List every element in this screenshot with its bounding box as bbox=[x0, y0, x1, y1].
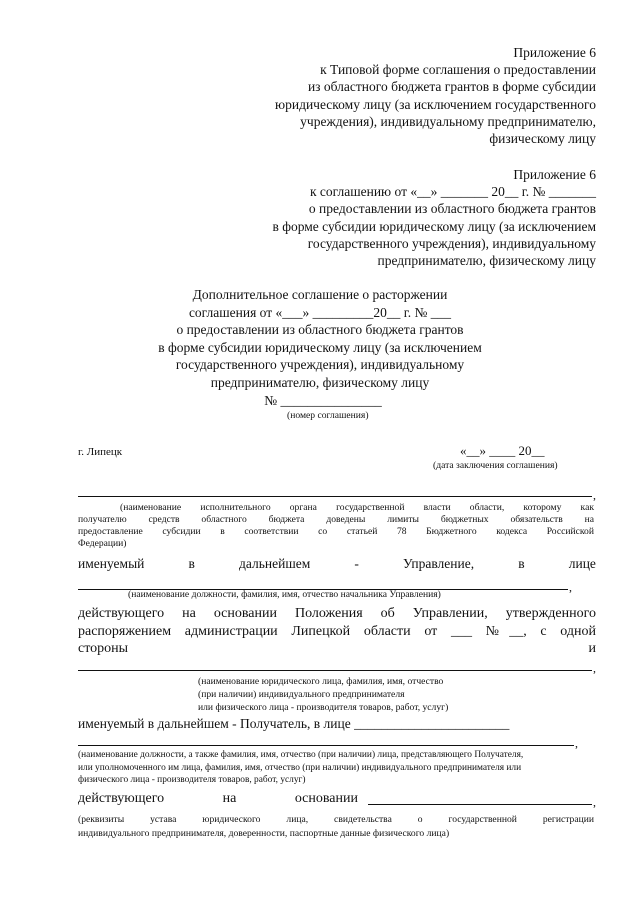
appendix-line: предпринимателю, физическому лицу bbox=[377, 253, 596, 269]
party1-caption: (наименование исполнительного органа государственной власти области, которому как получателю средств областного бюджета доведены лимиты бюджетных обязательств на предоставление субсидии в соответствии со статьей 78 Бюджетного кодекса Российской Федерации) bbox=[78, 502, 594, 549]
blank-line bbox=[78, 745, 574, 746]
comma: , bbox=[593, 661, 596, 675]
comma: , bbox=[569, 580, 572, 594]
agreement-date-caption: (дата заключения соглашения) bbox=[433, 460, 558, 471]
agreement-number: № _______________ bbox=[264, 392, 382, 408]
appendix-line: к соглашению от «__» _______ 20__ г. № _______ bbox=[309, 184, 596, 200]
party2-rep-caption: (наименование должности, а также фамилия, имя, отчество (при наличии) лица, представляющего Получателя, или уполномоченного им лица, фамилия, имя, отчество (при наличии) индивидуального предпринимателя или физического лица - производителя товаров, работ, услуг) bbox=[78, 750, 524, 785]
title-line: в форме субсидии юридическому лицу (за исключением bbox=[158, 339, 482, 355]
appendix-line: Приложение 6 bbox=[513, 167, 596, 182]
appendix-line: физическому лицу bbox=[489, 131, 596, 147]
appendix-header-template bbox=[275, 44, 596, 147]
comma: , bbox=[593, 488, 596, 502]
appendix-line: о предоставлении из областного бюджета грантов bbox=[308, 201, 596, 217]
title-line: предпринимателю, физическому лицу bbox=[210, 374, 430, 390]
party1-named: именуемый в дальнейшем - Управление, в лице bbox=[78, 556, 596, 571]
blank-line bbox=[78, 670, 592, 671]
party1-rep-caption: (наименование должности, фамилия, имя, отчество начальника Управления) bbox=[128, 589, 441, 600]
appendix-line: юридическому лицу (за исключением государственного bbox=[275, 96, 596, 112]
appendix-line: учреждения), индивидуальному предпринимателю, bbox=[300, 113, 596, 129]
comma: , bbox=[593, 795, 596, 809]
party1-basis: действующего на основании Положения об Управлении, утвержденного распоряжением администрации Липецкой области от ___ №__, с одной стороны и bbox=[78, 606, 596, 656]
title-line: Дополнительное соглашение о расторжении bbox=[192, 287, 448, 302]
appendix-line: к Типовой форме соглашения о предоставлении bbox=[320, 62, 596, 78]
party2-named: именуемый в дальнейшем - Получатель, в лице _______________________ bbox=[78, 716, 510, 731]
appendix-line: государственного учреждения), индивидуальному bbox=[307, 235, 596, 251]
party2-caption: (наименование юридического лица, фамилия, имя, отчество (при наличии) индивидуального предпринимателя или физического лица - производителя товаров, работ, услуг) bbox=[198, 676, 449, 713]
title-line: соглашения от «___» _________20__ г. № ___ bbox=[188, 304, 452, 320]
agreement-date: «__» ____ 20__ bbox=[460, 443, 545, 458]
agreement-number-caption: (номер соглашения) bbox=[287, 410, 369, 421]
blank-line bbox=[368, 804, 592, 805]
title-line: государственного учреждения), индивидуальному bbox=[175, 357, 465, 373]
blank-line bbox=[78, 496, 592, 497]
party2-docs-caption: (реквизиты устава юридического лица, свидетельства о государственной регистрации индивидуального предпринимателя, доверенности, паспортные данные физического лица) bbox=[78, 814, 594, 839]
title-line: о предоставлении из областного бюджета грантов bbox=[176, 322, 464, 338]
appendix-line: из областного бюджета грантов в форме субсидии bbox=[307, 79, 596, 95]
document-title bbox=[0, 286, 640, 409]
comma: , bbox=[575, 736, 578, 750]
appendix-line: в форме субсидии юридическому лицу (за исключением bbox=[272, 218, 596, 234]
city: г. Липецк bbox=[78, 446, 123, 458]
party2-basis: действующего на основании bbox=[78, 791, 358, 806]
appendix-line: Приложение 6 bbox=[513, 45, 596, 60]
appendix-header-agreement bbox=[272, 166, 596, 269]
